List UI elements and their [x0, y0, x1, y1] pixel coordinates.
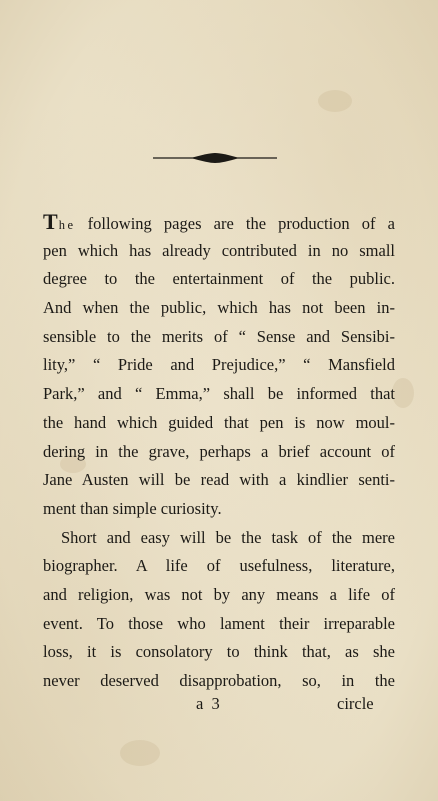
foxing-stain: [120, 740, 160, 766]
text-line: never deserved disapprobation, so, in the: [43, 671, 395, 690]
text-line: Jane Austen will be read with a kindlier senti-: [43, 470, 395, 490]
text-line: degree to the entertainment of the public.: [43, 269, 395, 289]
page-footer: [0, 694, 438, 718]
drop-capital: T: [43, 209, 59, 234]
text-line: the hand which guided that pen is now moul-: [43, 412, 395, 432]
text-line: pen which has already contributed in no small: [43, 240, 395, 260]
text-line: sensible to the merits of “ Sense and Sensibi-: [43, 326, 395, 346]
text-line: dering in the grave, perhaps a brief account of: [43, 441, 395, 461]
foxing-stain: [318, 90, 352, 112]
text-line: Short and easy will be the task of the mere: [61, 527, 395, 547]
line-text: following pages are the production of a: [75, 214, 395, 233]
text-line: biographer. A life of usefulness, literature,: [43, 556, 395, 576]
small-caps-text: he: [58, 218, 76, 232]
text-line: event. To those who lament their irreparable: [43, 613, 395, 633]
text-line: Park,” and “ Emma,” shall be informed that: [43, 384, 395, 404]
text-line: and religion, was not by any means a life of: [43, 584, 395, 604]
text-line: loss, it is consolatory to think that, as she: [43, 642, 395, 662]
catchword: circle: [337, 694, 374, 713]
text-line: And when the public, which has not been in-: [43, 298, 395, 318]
ornamental-rule: [153, 151, 277, 165]
text-line: ment than simple curiosity.: [43, 498, 222, 518]
signature-mark: a 3: [196, 694, 222, 713]
foxing-stain: [392, 378, 414, 408]
text-line: [43, 208, 395, 237]
text-line: lity,” “ Pride and Prejudice,” “ Mansfield: [43, 355, 395, 375]
body-text: [43, 208, 395, 696]
